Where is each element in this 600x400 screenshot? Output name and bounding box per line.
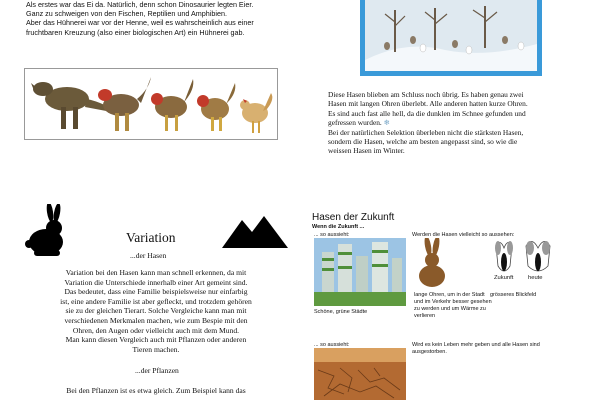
hasen-story-line — [328, 118, 600, 127]
hasen-story-line: Bei der natürlichen Selektion überleben nicht die stärksten Hasen, — [328, 127, 524, 137]
intermediate-figure-2 — [151, 79, 193, 131]
variation-pflanzen-paragraph — [20, 386, 292, 396]
zukunft-wenn-label: Wenn die Zukunft ... — [312, 224, 365, 230]
variation-line: Das bedeutet, dass eine Familie beispielsweise nur einfarbig — [64, 287, 248, 297]
snow-hares-image — [360, 0, 542, 76]
future-rabbit-image — [414, 238, 450, 288]
variation-subtitle-pflanzen: ...der Pflanzen — [135, 366, 179, 375]
variation-line: Variation die Unterschiede innerhalb einer Art gemeint sind. — [64, 277, 248, 287]
hasen-story-line: Es sind auch fast alle hell, da die dunklen im Schnee gefunden und — [328, 108, 526, 118]
snowflake-icon: ❄ — [383, 118, 390, 128]
label-zukunft: Zukunft — [494, 275, 514, 281]
city-caption: Schöne, grüne Städte — [314, 309, 368, 315]
dino-to-chicken-image — [24, 68, 278, 140]
zukunft-werden-label: Werden die Hasen vielleicht so aussehen: — [412, 232, 515, 238]
snow-hares-illustration — [365, 0, 537, 71]
variation-title: Variation — [126, 230, 176, 245]
future-rabbit-caption: lange Ohren, um in der Stadt und im Verkehr besser gesehen zu werden und um Wärme zu verlieren — [414, 292, 492, 319]
label-heute: heute — [528, 275, 543, 281]
hasen-story-paragraph — [328, 90, 600, 156]
dry-earth-image — [314, 348, 406, 400]
today-rabbit-drawing — [526, 241, 550, 271]
variation-line: Tieren machen. — [132, 344, 180, 354]
evolution-illustration — [25, 69, 277, 139]
hasen-story-line: sondern die Hasen, welche am besten angepasst sind, so wie die — [328, 137, 518, 147]
zukunft-title: Hasen der Zukunft — [312, 212, 395, 223]
hasen-story-line-text: gefressen wurden. — [328, 118, 382, 128]
variation-line: Ohren, den Augen oder vielleicht auch mit dem Mund. — [72, 325, 240, 335]
variation-line: verschiedenen Merkmalen machen, wie zum Bespie mit den — [64, 315, 248, 325]
future-rabbit-drawing — [495, 241, 513, 271]
evolution-line: Als erstes war das Ei da. Natürlich, denn schon Dinosaurier legten Eier. — [26, 0, 254, 9]
variation-line: ist, eine andere Familie ist aber gefleckt, und trotzdem gehören — [60, 296, 252, 306]
hasen-story-line: weissen Hasen im Winter. — [328, 146, 405, 156]
evolution-line: Aber das Hühnerei war vor der Henne, weil es wahrscheinlich aus einer — [26, 18, 254, 28]
evolution-line: Ganz zu schweigen von den Fischen, Reptilien und Amphibien. — [26, 9, 227, 19]
mountain-silhouette-icon — [222, 214, 288, 248]
evolution-paragraph — [26, 0, 316, 37]
variation-line: Variation bei den Hasen kann man schnell erkennen, da mit — [65, 268, 247, 277]
variation-line: Man kann diesen Vergleich auch mit Pflanzen oder anderen — [65, 335, 247, 345]
chicken-figure — [240, 93, 272, 133]
zukunft-aussieht-label: ... so aussieht: — [314, 232, 350, 238]
hasen-story-line: Hasen mit langen Ohren überlebt. Alle anderen hatten kurze Ohren. — [328, 99, 528, 109]
hasen-story-line: Diese Hasen blieben am Schluss noch übrig. Es haben genau zwei — [328, 90, 524, 99]
intermediate-figure-3 — [197, 83, 235, 131]
variation-subtitle-hasen: ...der Hasen — [130, 251, 167, 260]
intermediate-figure-1 — [98, 77, 151, 131]
variation-line: sie zu der gleichen Tierart. Solche Vergleiche kann man mit — [65, 306, 247, 316]
evolution-line: fruchtbaren Kreuzung (also einer biologischen Art) ein Hühnerei gab. — [26, 27, 245, 37]
zukunft-wird-text: Wird es kein Leben mehr geben und alle Hasen sind ausgestorben. — [412, 342, 540, 355]
variation-hasen-paragraph — [20, 268, 292, 354]
zukunft-aussieht-label-2: ... so aussieht: — [314, 342, 350, 348]
variation-line: Bei den Pflanzen ist es etwa gleich. Zum Beispiel kann das — [66, 386, 246, 395]
green-city-image — [314, 238, 406, 306]
groesseres-blickfeld-caption: grösseres Blickfeld — [490, 292, 537, 298]
rabbit-silhouette-icon — [20, 204, 68, 256]
